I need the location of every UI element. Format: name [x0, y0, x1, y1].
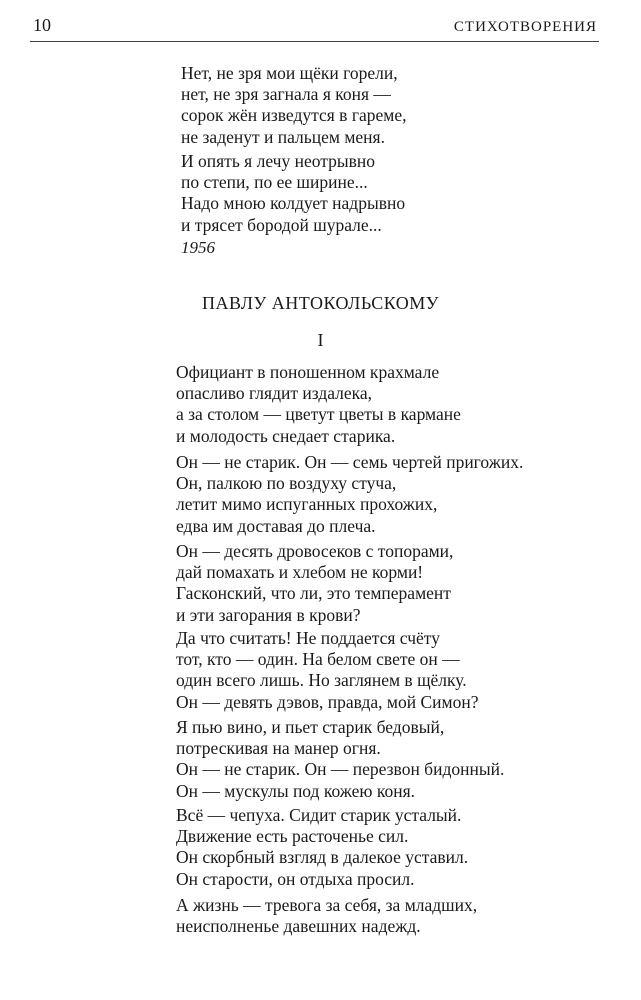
verse-line: и молодость снедает старика. [176, 425, 396, 446]
verse-line: А жизнь — тревога за себя, за младших, [176, 895, 478, 915]
header-rule [30, 41, 599, 42]
verse-line: Он, палкою по воздуху стуча, [176, 473, 397, 494]
verse-line: Он — не старик. Он — перезвон бидонный. [176, 759, 505, 780]
poem2-stanza-1 [176, 362, 461, 447]
verse-line: Он старости, он отдыха просил. [176, 868, 415, 889]
verse-line: летит мимо испуганных прохожих, [176, 494, 438, 515]
verse-line: Надо мною колдует надрывно [181, 193, 406, 214]
verse-line: неисполненье давешних надежд. [176, 916, 421, 937]
verse-line: по степи, по ее ширине... [181, 172, 368, 193]
verse-line: Гасконский, что ли, это темперамент [176, 583, 451, 604]
poem2-stanza-2 [176, 452, 523, 537]
poem1-stanza-2 [181, 151, 405, 236]
verse-line: Он скорбный взгляд в далекое уставил. [176, 847, 469, 868]
verse-line: Официант в поношенном крахмале [176, 362, 440, 382]
poem1-stanza-1 [181, 63, 407, 148]
verse-line: дай помахать и хлебом не корми! [176, 562, 424, 583]
poem2-stanza-7 [176, 895, 477, 937]
poem2-stanza-5 [176, 717, 504, 802]
verse-line: И опять я лечу неотрывно [181, 151, 375, 171]
verse-line: Он — девять дэвов, правда, мой Симон? [176, 691, 479, 712]
poem2-stanza-3 [176, 541, 453, 626]
verse-line: Он — мускулы под кожею коня. [176, 780, 415, 801]
verse-line: нет, не зря загнала я коня — [181, 84, 391, 105]
verse-line: Да что считать! Не поддается счёту [176, 628, 440, 648]
verse-line: Всё — чепуха. Сидит старик усталый. [176, 805, 462, 825]
verse-line: Он — не старик. Он — семь чертей пригожих. [176, 452, 524, 472]
verse-line: едва им доставая до плеча. [176, 515, 376, 536]
verse-line: сорок жён изведутся в гареме, [181, 105, 407, 126]
part-number: I [317, 330, 324, 350]
poem-date: 1956 [181, 238, 215, 257]
verse-line: не заденут и пальцем меня. [181, 126, 385, 147]
verse-line: опасливо глядит издалека, [176, 383, 373, 404]
verse-line: и трясет бородой шурале... [181, 214, 382, 235]
verse-line: потрескивая на манер огня. [176, 738, 381, 759]
verse-line: а за столом — цветут цветы в кармане [176, 404, 461, 425]
verse-line: Я пью вино, и пьет старик бедовый, [176, 717, 445, 737]
running-title: СТИХОТВОРЕНИЯ [453, 19, 597, 35]
verse-line: и эти загорания в крови? [176, 604, 361, 625]
verse-line: один всего лишь. Но заглянем в щёлку. [176, 670, 467, 691]
verse-line: Движение есть расточенье сил. [176, 826, 409, 847]
poem2-stanza-4 [176, 628, 478, 713]
page-number: 10 [33, 15, 51, 35]
verse-line: Нет, не зря мои щёки горели, [181, 63, 398, 83]
poem-title: ПАВЛУ АНТОКОЛЬСКОМУ [201, 293, 440, 313]
poem2-stanza-6 [176, 805, 468, 890]
verse-line: Он — десять дровосеков с топорами, [176, 541, 454, 561]
verse-line: тот, кто — один. На белом свете он — [176, 649, 460, 670]
